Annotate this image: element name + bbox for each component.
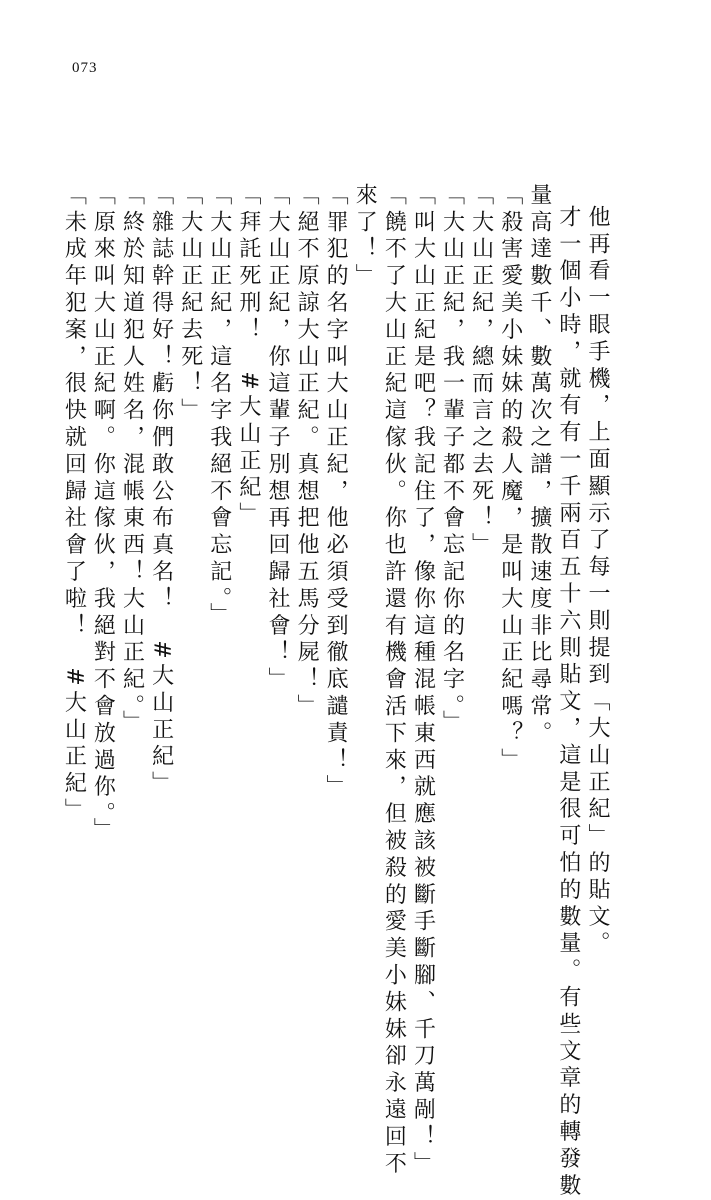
paragraph-line: 量高達數千、數萬次之譜，擴散速度非比尋常。 (526, 183, 552, 748)
quote-line: 「大山正紀，總而言之去死！」 (468, 183, 494, 560)
quote-line: 「殺害愛美小妹妹的殺人魔，是叫大山正紀嗎？」 (497, 183, 523, 775)
quote-line: 「雜誌幹得好！虧你們敢公布真名！ #大山正紀」 (148, 183, 174, 799)
quote-line: 「原來叫大山正紀啊。你這傢伙，我絕對不會放過你。」 (90, 183, 116, 845)
quote-line: 「大山正紀，你這輩子別想再回歸社會！」 (264, 183, 290, 695)
quote-line: 「叫大山正紀是吧？我記住了，像你這種混帳東西就應該被斷手斷腳、千刀萬剮！」 (410, 183, 436, 1179)
quote-line: 「大山正紀，這名字我絕不會忘記。」 (206, 183, 232, 630)
quote-line: 「大山正紀去死！」 (177, 183, 203, 426)
paragraph-line: 才一個小時，就有有一千兩百五十六則貼文，這是很可怕的數量。有些文章的轉發數 (555, 205, 581, 1200)
quote-line: 「拜託死刑！ #大山正紀」 (235, 183, 261, 530)
quote-line: 「絕不原諒大山正紀。真想把他五馬分屍！」 (294, 183, 320, 721)
quote-line: 「大山正紀，我一輩子都不會忘記你的名字。」 (439, 183, 465, 737)
paragraph-line: 來了！」 (352, 183, 378, 291)
page-number: 073 (72, 60, 98, 76)
paragraph-line: 他再看一眼手機，上面顯示了每一則提到「大山正紀」的貼文。 (585, 205, 610, 959)
body-text (59, 183, 612, 1200)
quote-line: 「罪犯的名字叫大山正紀，他必須受到徹底譴責！」 (323, 183, 349, 802)
quote-line: 「未成年犯案，很快就回歸社會了啦！ #大山正紀」 (61, 183, 87, 826)
quote-line: 「饒不了大山正紀這傢伙。你也許還有機會活下來，但被殺的愛美小妹妹卻永遠回不 (381, 183, 407, 1179)
quote-line: 「終於知道犯人姓名，混帳東西！大山正紀。」 (119, 183, 145, 737)
